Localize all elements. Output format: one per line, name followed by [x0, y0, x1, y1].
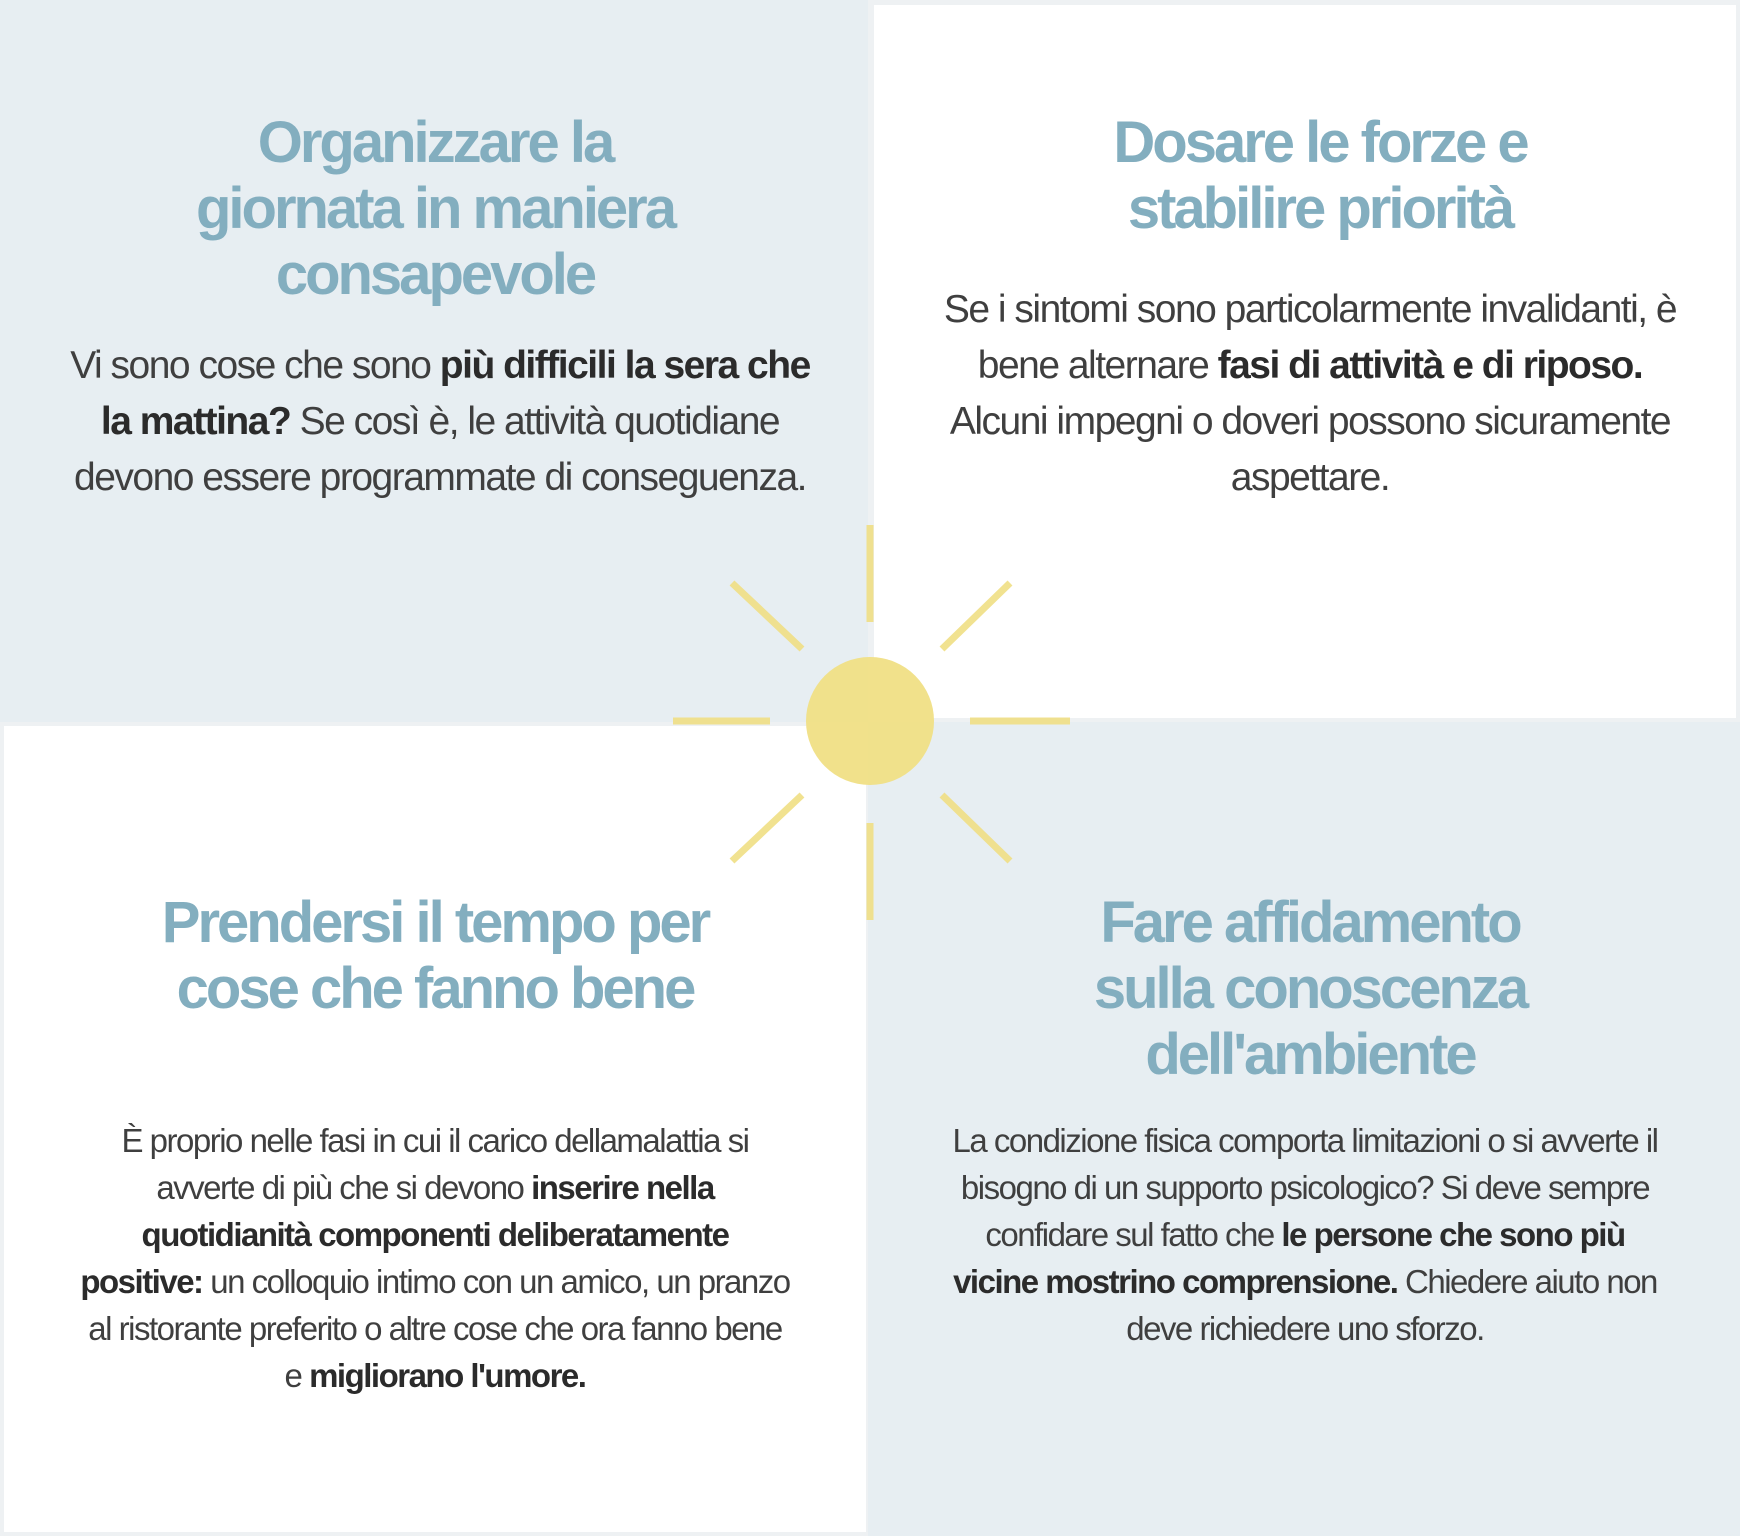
sun-ray: [942, 583, 1010, 649]
text-segment: Se così è, le attività quotidiane devono essere programmate di conseguenza.: [74, 400, 806, 499]
heading-line: Organizzare la: [257, 110, 613, 175]
heading-line: Dosare le forze e: [1113, 110, 1527, 175]
heading-line: stabilire priorità: [1127, 176, 1513, 241]
text-segment: La condizione fisica comporta limitazioni o si avverte il bisogno di un supporto psicologico? Si deve sempre confidare sul fatto che: [952, 1122, 1658, 1253]
paragraph-rely-environment: [950, 1117, 1660, 1352]
heading-dose-strength: [1040, 110, 1600, 242]
paragraph-take-time: [80, 1117, 790, 1399]
text-segment-bold: inserire nella quotidianità componenti deliberatamente positive:: [80, 1169, 729, 1300]
sun-ray: [732, 583, 802, 649]
text-segment: Chiedere aiuto non deve richiedere uno sforzo.: [1126, 1263, 1657, 1347]
sun-disc: [806, 657, 934, 785]
text-segment: Se i sintomi sono particolarmente invalidanti, è bene alternare: [943, 288, 1677, 387]
heading-take-time: [120, 890, 750, 1022]
text-segment: È proprio nelle fasi in cui il carico dellamalattia si avverte di più che si devono: [121, 1122, 749, 1206]
heading-line: dell'ambiente: [1145, 1022, 1475, 1087]
paragraph-organize-day: [60, 338, 820, 506]
text-segment: Alcuni impegni o doveri possono sicuramente aspettare.: [949, 400, 1671, 499]
heading-rely-environment: [1000, 890, 1620, 1088]
sun-ray: [732, 795, 802, 861]
heading-line: cose che fanno bene: [176, 956, 694, 1021]
text-segment-bold: fasi di attività e di riposo.: [1217, 344, 1643, 387]
sun-ray: [942, 795, 1010, 861]
heading-line: giornata in maniera: [195, 176, 675, 241]
heading-line: sulla conoscenza: [1093, 956, 1527, 1021]
text-segment-bold: più difficili la sera che la mattina?: [100, 344, 810, 443]
text-segment: Vi sono cose che sono: [70, 344, 440, 387]
text-segment: un colloquio intimo con un amico, un pranzo al ristorante preferito o altre cose che ora fanno bene e: [88, 1263, 790, 1394]
heading-line: Fare affidamento: [1100, 890, 1520, 955]
text-segment-bold: le persone che sono più vicine mostrino comprensione.: [953, 1216, 1625, 1300]
sun-icon: [660, 515, 1080, 935]
heading-line: consapevole: [275, 242, 595, 307]
text-segment-bold: migliorano l'umore.: [309, 1357, 586, 1394]
heading-line: Prendersi il tempo per: [161, 890, 709, 955]
paragraph-dose-strength: [930, 282, 1690, 506]
heading-organize-day: [130, 110, 740, 308]
